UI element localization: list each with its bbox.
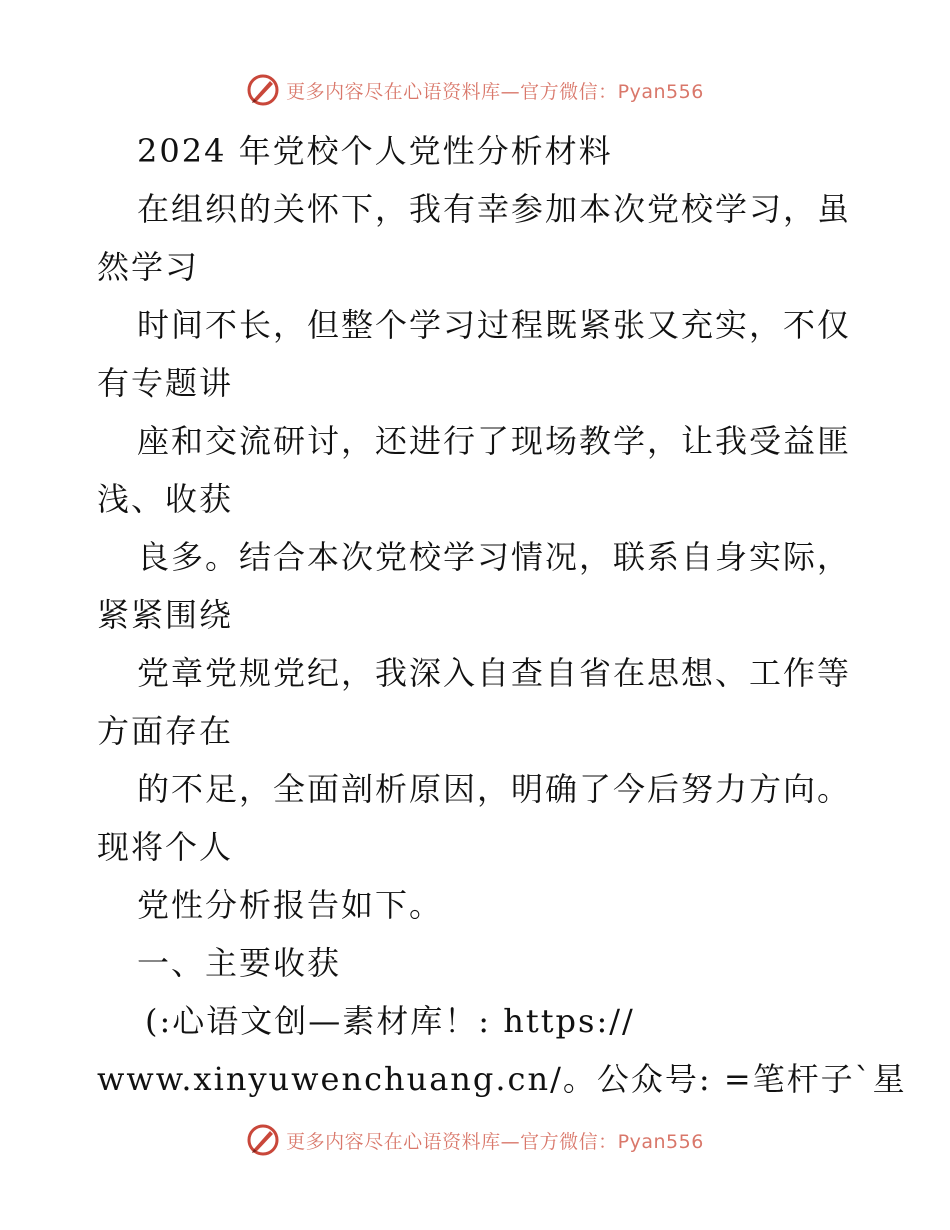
paragraph-line: 然学习 (97, 248, 200, 286)
document-title: 2024 年党校个人党性分析材料 (137, 132, 613, 170)
paragraph-line: 有专题讲 (97, 364, 234, 402)
paragraph-line: 浅、收获 (97, 480, 234, 518)
header-banner-text: 更多内容尽在心语资料库—官方微信：Pyan556 (286, 80, 704, 103)
paragraph-line: 时间不长，但整个学习过程既紧张又充实，不仅 (137, 306, 852, 344)
paragraph-line: 紧紧围绕 (97, 596, 234, 634)
footer-banner-text: 更多内容尽在心语资料库—官方微信：Pyan556 (286, 1130, 704, 1153)
paragraph-line: 在组织的关怀下，我有幸参加本次党校学习，虽 (137, 190, 852, 228)
quill-pen-logo-icon (246, 1123, 280, 1157)
paragraph-line: 方面存在 (97, 712, 234, 750)
document-body (97, 122, 907, 1108)
paragraph-line: 党章党规党纪，我深入自查自省在思想、工作等 (137, 654, 852, 692)
paragraph-line: 现将个人 (97, 828, 234, 866)
source-note-line: (:心语文创—素材库！: https:// (145, 1002, 635, 1040)
paragraph-line: 座和交流研讨，还进行了现场教学，让我受益匪 (137, 422, 852, 460)
source-note-line: www.xinyuwenchuang.cn/。公众号: =笔杆子`星 (97, 1060, 907, 1098)
paragraph-line: 的不足，全面剖析原因，明确了今后努力方向。 (137, 770, 852, 808)
footer-banner (0, 1120, 950, 1160)
section-heading: 一、主要收获 (137, 944, 342, 982)
paragraph-line: 党性分析报告如下。 (137, 886, 444, 924)
header-banner (0, 70, 950, 110)
quill-pen-logo-icon (246, 73, 280, 107)
paragraph-line: 良多。结合本次党校学习情况，联系自身实际， (137, 538, 852, 576)
